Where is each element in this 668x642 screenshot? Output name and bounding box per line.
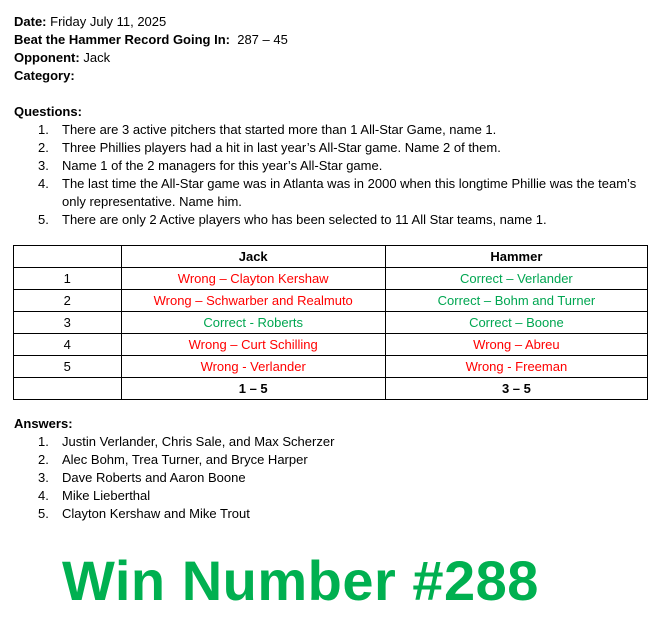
hammer-answer: Wrong – Abreu: [385, 334, 647, 356]
table-header-row: [14, 246, 648, 268]
table-row: [14, 290, 648, 312]
opponent-line: [14, 49, 110, 67]
jack-answer: Wrong – Schwarber and Realmuto: [121, 290, 385, 312]
totals-label: [14, 378, 122, 400]
record-line: [14, 31, 288, 49]
date-label: Date:: [14, 14, 47, 29]
jack-answer: Correct - Roberts: [121, 312, 385, 334]
opponent-value: Jack: [83, 50, 111, 65]
date-line: [14, 13, 166, 31]
question-item: 1. There are 3 active pitchers that started more than 1 All-Star Game, name 1.: [38, 122, 497, 137]
answer-item: 5. Clayton Kershaw and Mike Trout: [38, 506, 250, 521]
row-number: 2: [14, 290, 122, 312]
question-item: 5. There are only 2 Active players who has been selected to 11 All Star teams, name 1.: [38, 212, 547, 227]
category-label: Category:: [14, 68, 75, 83]
jack-answer: Wrong - Verlander: [121, 356, 385, 378]
record-label: Beat the Hammer Record Going In:: [14, 32, 230, 47]
header-cell-num: [14, 246, 122, 268]
answer-item: 1. Justin Verlander, Chris Sale, and Max Scherzer: [38, 434, 335, 449]
hammer-total: 3 – 5: [385, 378, 647, 400]
row-number: 5: [14, 356, 122, 378]
opponent-label: Opponent:: [14, 50, 80, 65]
question-item: 2. Three Phillies players had a hit in last year’s All-Star game. Name 2 of them.: [38, 140, 501, 155]
row-number: 4: [14, 334, 122, 356]
jack-total: 1 – 5: [121, 378, 385, 400]
hammer-answer: Correct – Boone: [385, 312, 647, 334]
hammer-answer: Wrong - Freeman: [385, 356, 647, 378]
totals-row: [14, 378, 648, 400]
answer-item: 3. Dave Roberts and Aaron Boone: [38, 470, 246, 485]
table-row: [14, 268, 648, 290]
record-value: 287 – 45: [237, 32, 288, 47]
hammer-answer: Correct – Bohm and Turner: [385, 290, 647, 312]
date-value: Friday July 11, 2025: [50, 14, 167, 29]
jack-answer: Wrong – Curt Schilling: [121, 334, 385, 356]
hammer-answer: Correct – Verlander: [385, 268, 647, 290]
table-row: [14, 312, 648, 334]
questions-list: [14, 121, 662, 229]
table-row: [14, 334, 648, 356]
row-number: 1: [14, 268, 122, 290]
score-table: [13, 245, 648, 400]
questions-heading: Questions:: [14, 104, 82, 119]
answer-item: 2. Alec Bohm, Trea Turner, and Bryce Harper: [38, 452, 308, 467]
table-row: [14, 356, 648, 378]
jack-answer: Wrong – Clayton Kershaw: [121, 268, 385, 290]
question-item: 4. The last time the All-Star game was in Atlanta was in 2000 when this longtime Phillie was the team’s only representative. Name him.: [38, 176, 637, 209]
header-cell-jack: Jack: [121, 246, 385, 268]
question-item: 3. Name 1 of the 2 managers for this year’s All-Star game.: [38, 158, 383, 173]
answers-list: [14, 433, 334, 523]
category-line: [14, 67, 75, 85]
win-number-banner: Win Number #288: [62, 549, 539, 612]
answers-heading: Answers:: [14, 416, 73, 431]
row-number: 3: [14, 312, 122, 334]
answer-item: 4. Mike Lieberthal: [38, 488, 151, 503]
header-cell-hammer: Hammer: [385, 246, 647, 268]
